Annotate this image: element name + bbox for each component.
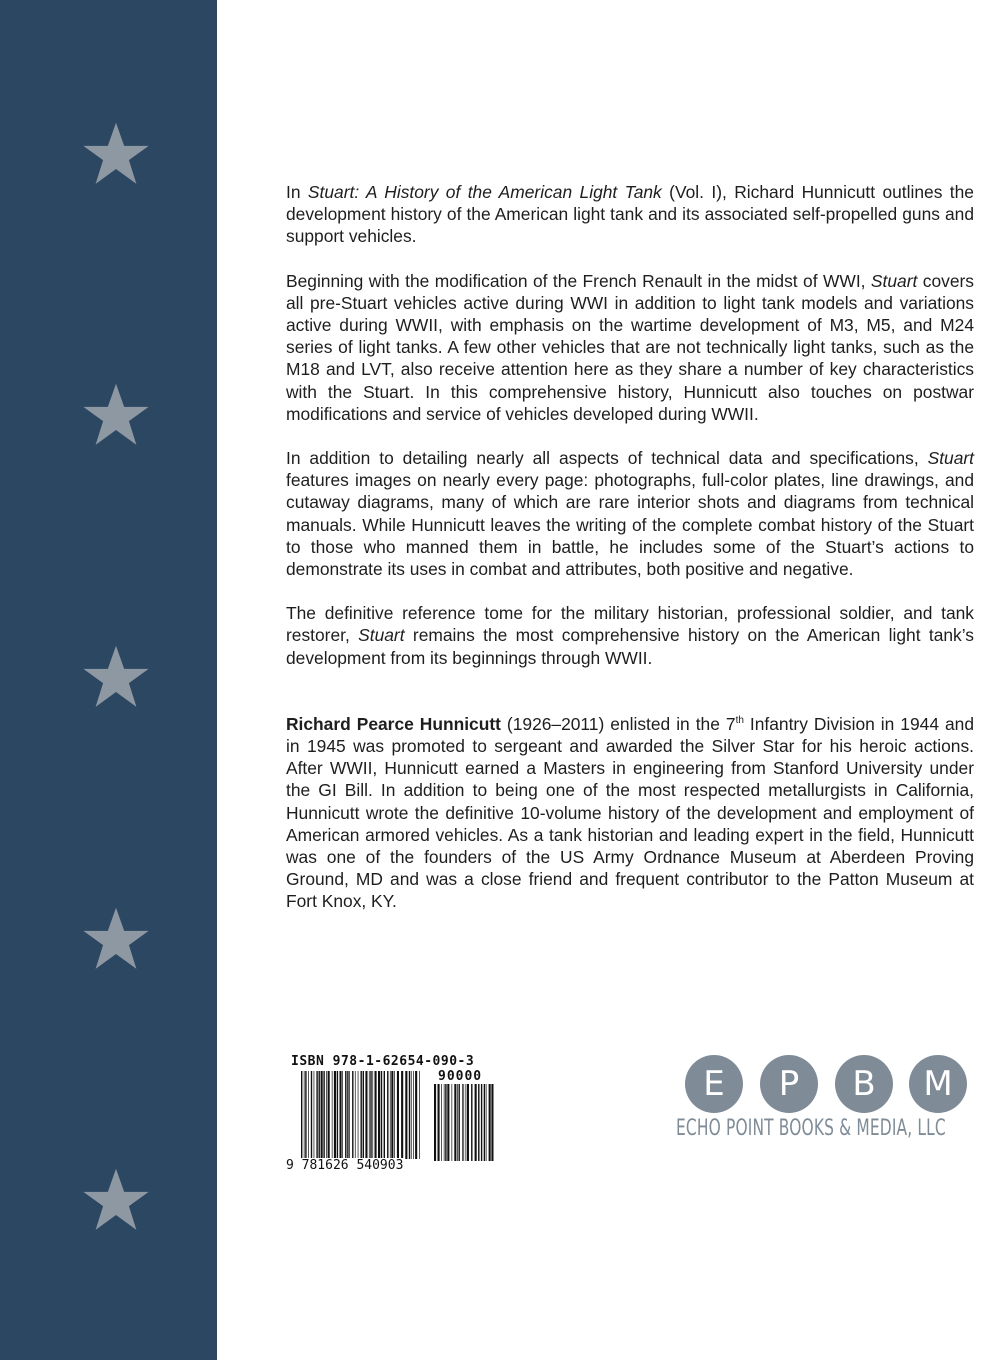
- barcode-bar: [459, 1084, 460, 1161]
- barcode-bar: [304, 1071, 305, 1159]
- barcode-bar: [405, 1071, 407, 1159]
- logo-letter-e: E: [685, 1055, 743, 1113]
- barcode-bar: [369, 1071, 370, 1159]
- barcode-bar: [349, 1071, 350, 1159]
- blurb-paragraph: The definitive reference tome for the military historian, professional soldier, and tank restorer, Stuart remains the most comprehensive history on the American light tank’s development from its beginnings through WWII.: [286, 603, 974, 668]
- barcode-bar: [457, 1084, 458, 1161]
- author-name: Richard Pearce Hunnicutt: [286, 713, 501, 734]
- book-title: Stuart: [870, 270, 918, 291]
- barcode-bar: [475, 1084, 477, 1161]
- barcode-bar: [361, 1071, 362, 1159]
- barcode-bar: [321, 1071, 323, 1159]
- barcode-bar: [438, 1084, 440, 1161]
- barcode-bar: [467, 1084, 469, 1161]
- addon-barcode-bars: [434, 1084, 494, 1161]
- barcode-bar: [444, 1084, 445, 1161]
- star-icon: [82, 381, 150, 449]
- publisher-name: ECHO POINT BOOKS & MEDIA, LLC: [676, 1116, 946, 1141]
- barcode-number: 9 781626 540903: [286, 1158, 404, 1173]
- barcode-bar: [471, 1084, 472, 1161]
- barcode-bar: [415, 1071, 417, 1159]
- logo-letter-b: B: [835, 1055, 893, 1113]
- barcode-bar: [413, 1071, 414, 1159]
- barcode-bar: [334, 1071, 336, 1159]
- barcode-bar: [308, 1071, 309, 1159]
- blurb-paragraph: Beginning with the modification of the French Renault in the midst of WWI, Stuart covers all pre-Stuart vehicles active during WWI in addition to light tank models and variations active during WWII, with emphasis on the wartime development of M3, M5, and M24 series of light tanks. A few other vehicles that are not technically light tanks, such as the M18 and LVT, also receive attention here as they share a number of key characteristics with the Stuart. In this comprehensive history, Hunnicutt also touches on postwar modifications and service of vehicles developed during WWII.: [286, 270, 974, 424]
- barcode-bar: [391, 1071, 393, 1159]
- logo-letter-p: P: [760, 1055, 818, 1113]
- barcode-bar: [486, 1084, 487, 1161]
- barcode-bar: [340, 1071, 342, 1159]
- barcode-bar: [323, 1071, 324, 1159]
- barcode-bar: [375, 1071, 377, 1159]
- publisher-logo: [676, 1055, 976, 1145]
- logo-letter-m: M: [909, 1055, 967, 1113]
- barcode-bar: [452, 1084, 453, 1161]
- barcode-bar: [484, 1084, 485, 1161]
- barcode-bar: [384, 1071, 385, 1159]
- barcode-bar: [355, 1071, 356, 1159]
- barcode-bar: [363, 1071, 364, 1159]
- barcode-bar: [347, 1071, 348, 1159]
- barcode-bar: [397, 1071, 399, 1159]
- price-code: 90000: [438, 1069, 483, 1084]
- barcode-bar: [463, 1084, 464, 1161]
- star-icon: [82, 905, 150, 973]
- back-cover-blurb: [286, 181, 974, 935]
- barcode-bar: [326, 1071, 327, 1159]
- barcode-bar: [445, 1084, 446, 1161]
- barcode-bar: [316, 1071, 317, 1159]
- isbn-text: ISBN 978-1-62654-090-3: [291, 1054, 475, 1069]
- barcode-bar: [466, 1084, 467, 1161]
- blurb-paragraph: In addition to detailing nearly all aspects of technical data and specifications, Stuart features images on nearly every page: photographs, full-color plates, line drawings, and cutaway diagrams, many of which are rare interior shots and diagrams from technical manuals. While Hunnicutt leaves the writing of the complete combat history of the Stuart to those who manned them in battle, he includes some of the Stuart’s actions to demonstrate its uses in combat and attributes, both positive and negative.: [286, 448, 974, 580]
- barcode-bar: [454, 1084, 456, 1161]
- barcode-bar: [328, 1071, 330, 1159]
- barcode-bar: [358, 1071, 359, 1159]
- barcode-bar: [481, 1084, 482, 1161]
- barcode-bar: [447, 1084, 449, 1161]
- barcode-bar: [365, 1071, 367, 1159]
- barcode-bar: [441, 1084, 442, 1161]
- barcode-bar: [409, 1071, 410, 1159]
- barcode-bar: [401, 1071, 403, 1159]
- barcode-bar: [332, 1071, 333, 1159]
- barcode-bar: [489, 1084, 491, 1161]
- barcode-bar: [345, 1071, 346, 1159]
- barcode-bar: [462, 1084, 463, 1161]
- barcode-bar: [314, 1071, 315, 1159]
- barcode-bar: [337, 1071, 338, 1159]
- barcode-bar: [305, 1071, 306, 1159]
- barcode-bar: [378, 1071, 380, 1159]
- barcode-bar: [478, 1084, 479, 1161]
- blurb-paragraph: In Stuart: A History of the American Light Tank (Vol. I), Richard Hunnicutt outlines the development history of the American light tank and its associated self-propelled guns and support vehicles.: [286, 182, 974, 247]
- barcode-bar: [319, 1071, 320, 1159]
- cover-sidebar: [0, 0, 217, 1360]
- barcode-bar: [411, 1071, 412, 1159]
- book-title: Stuart: A History of the American Light Tank: [307, 182, 662, 202]
- barcode-bar: [387, 1071, 388, 1159]
- barcode-bar: [342, 1071, 343, 1159]
- star-icon: [82, 1166, 150, 1234]
- book-title: Stuart: [927, 448, 974, 469]
- barcode-bar: [381, 1071, 382, 1159]
- author-bio: Richard Pearce Hunnicutt (1926–2011) enlisted in the 7th Infantry Division in 1944 and in 1945 was promoted to sergeant and awarded the Silver Star for his heroic actions. After WWII, Hunnicutt earned a Masters in engineering from Stanford University under the GI Bill. In addition to being one of the most respected metallurgists in California, Hunnicutt wrote the definitive 10-volume history of the development and employment of American armored vehicles. As a tank historian and leading expert in the field, Hunnicutt was one of the founders of the US Army Ordnance Museum at Aberdeen Proving Ground, MD and was a close friend and frequent contributor to the Patton Museum at Fort Knox, KY.: [286, 713, 975, 912]
- star-icon: [82, 643, 150, 711]
- barcode-bar: [372, 1071, 373, 1159]
- barcode-bars: [301, 1071, 421, 1159]
- barcode-bar: [434, 1084, 436, 1161]
- book-title: Stuart: [358, 625, 405, 646]
- barcode-bar: [390, 1071, 391, 1159]
- barcode-bar: [352, 1071, 353, 1159]
- barcode-bar: [301, 1071, 302, 1159]
- barcode-bar: [370, 1071, 371, 1159]
- barcode-bar: [419, 1071, 420, 1159]
- barcode-bar: [491, 1084, 493, 1161]
- isbn-barcode: [286, 1054, 498, 1179]
- barcode-bar: [311, 1071, 312, 1159]
- barcode-bar: [394, 1071, 395, 1159]
- star-icon: [82, 120, 150, 188]
